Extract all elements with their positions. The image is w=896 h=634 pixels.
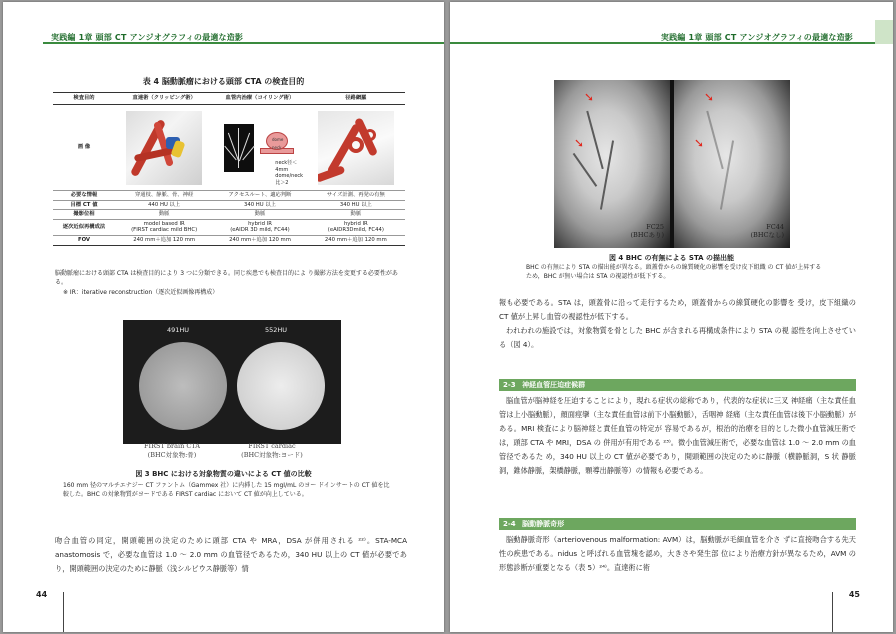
row-header: 必要な情報 bbox=[53, 191, 115, 201]
row-header: FOV bbox=[53, 236, 115, 246]
figure3-caption: 図 3 BHC における対象物質の違いによる CT 値の比較 bbox=[135, 470, 312, 478]
table-cell: model based IR (FIRST cardiac mild BHC) bbox=[115, 219, 213, 235]
table-cell: サイズ計測、再発の有無 bbox=[307, 191, 405, 201]
coiling-image-cell bbox=[213, 105, 306, 191]
follow-up-3d-image bbox=[318, 111, 394, 185]
phantom-disc-left bbox=[139, 342, 227, 430]
figure4-label-left: FC25 (BHCあり) bbox=[630, 223, 664, 240]
section-heading-2-3 bbox=[499, 379, 856, 391]
table-cell: 240 mm＋追加 120 mm bbox=[115, 236, 213, 246]
table-cell: アクセスルート、適応判断 bbox=[213, 191, 306, 201]
table-row bbox=[53, 191, 405, 201]
header-tab bbox=[875, 20, 893, 44]
col-header: 血管内治療（コイリング術） bbox=[213, 93, 306, 105]
section-number: 2-4 bbox=[503, 520, 516, 528]
section-title: 脳動静脈奇形 bbox=[522, 520, 565, 528]
table4 bbox=[53, 92, 405, 246]
right-page bbox=[450, 2, 893, 632]
neck-label: neck bbox=[271, 144, 282, 150]
table-header-row bbox=[53, 93, 405, 105]
right-para-1: 報も必要である。STA は，頭蓋骨に沿って走行するため，頭蓋骨からの線質硬化の影響を 受け，皮下組織の CT 値が上昇し血管の視認性が低下する。 bbox=[499, 298, 856, 322]
running-header-right-text: 実践編 1章 頭部 CT アンジオグラフィの最適な造影 bbox=[660, 33, 853, 42]
coil-criteria-note: neck径＜4mm dome/neck比＞2 bbox=[275, 160, 304, 186]
col-header: 検査目的 bbox=[53, 93, 115, 105]
table-cell: 穿通枝、静脈、骨、神経 bbox=[115, 191, 213, 201]
table-cell: 240 mm＋追加 120 mm bbox=[307, 236, 405, 246]
section-title: 神経血管圧迫症候群 bbox=[522, 381, 586, 389]
follow-up-image-cell bbox=[307, 105, 405, 191]
table-row bbox=[53, 210, 405, 220]
arrow-icon: ➘ bbox=[574, 136, 585, 150]
figure3-label-right: FIRST cardiac (BHC対象物:ヨード) bbox=[241, 442, 303, 460]
figure3-note: 160 mm 径のマルチエナジー CT ファントム（Gammex 社）に内挿した 15 mgI/mL のヨー ドインサートの CT 値を比較した。BHC の対象物質がヨードである FIRST cardiac において CT 値が向上している。 bbox=[63, 482, 390, 498]
table-cell: 440 HU 以上 bbox=[115, 200, 213, 210]
col-header: 直達術（クリッピング術） bbox=[115, 93, 213, 105]
table-row-images bbox=[53, 105, 405, 191]
angiography-image bbox=[224, 124, 254, 172]
phantom-disc-right bbox=[237, 342, 325, 430]
dome-label: dome bbox=[271, 136, 284, 142]
arrow-icon: ➘ bbox=[694, 136, 705, 150]
table-row bbox=[53, 219, 405, 235]
page-edge-rule bbox=[63, 592, 64, 632]
row-header: 撮影位相 bbox=[53, 210, 115, 220]
table-cell: 340 HU 以上 bbox=[213, 200, 306, 210]
table-cell: 動脈 bbox=[115, 210, 213, 220]
row-header: 逐次近似再構成法 bbox=[53, 219, 115, 235]
page-number-right: 45 bbox=[848, 590, 860, 599]
page-number-left: 44 bbox=[36, 590, 48, 599]
right-para-3: 脳血管が脳神経を圧迫することにより，現れる症状の総称であり，代表的な症状に三叉 神経痛（主な責任血管は上小脳動脈），顔面痙攣（主な責任血管は前下小脳動脈），舌咽神 経痛（主な責任血管は後下小脳動脈）がある。MRI 検査により脳神経と責任血管の特定が 容易であるが，根治的治療を目的とした微小血管減圧術では，頭部 CTA や MRI，DSA の 併用が有用である ²³⁾。微小血管減圧術で，必要な血管は 1.0 ～ 2.0 mm の血管径であるた め，340 HU 以上の CT 値が必要であり，開頭範囲の決定のために静脈（横静脈洞，S 状 静脈洞，錐体静脈，架橋静脈，顆導出静脈等）の情報も必要である。 bbox=[499, 396, 856, 476]
aneurysm-diagram bbox=[258, 130, 296, 160]
table-cell: 240 mm＋追加 120 mm bbox=[213, 236, 306, 246]
hu-label-right: 552HU bbox=[265, 326, 288, 334]
col-header: 径路網羅 bbox=[307, 93, 405, 105]
row-header: 目標 CT 値 bbox=[53, 200, 115, 210]
arrow-icon: ➘ bbox=[704, 90, 715, 104]
clipping-3d-image bbox=[126, 111, 202, 185]
table-cell: hybrid IR (eAIDR 3D mild, FC44) bbox=[213, 219, 306, 235]
section-number: 2-3 bbox=[503, 381, 516, 389]
running-header-left bbox=[43, 20, 444, 44]
running-header-left-text: 実践編 1章 頭部 CT アンジオグラフィの最適な造影 bbox=[51, 33, 244, 42]
running-header-right bbox=[450, 20, 875, 44]
right-para-2: われわれの施設では，対象物質を骨とした BHC が含まれる再構成条件により STA の視 認性を向上させている（図 4）。 bbox=[499, 326, 856, 350]
arrow-icon: ➘ bbox=[584, 90, 595, 104]
skull-image-left bbox=[554, 80, 670, 248]
table-cell: 動脈 bbox=[213, 210, 306, 220]
clipping-image-cell bbox=[115, 105, 213, 191]
figure3-image bbox=[123, 320, 341, 444]
hu-label-left: 491HU bbox=[167, 326, 190, 334]
row-header: 画 像 bbox=[53, 105, 115, 191]
table-row bbox=[53, 200, 405, 210]
page-edge-rule bbox=[832, 592, 833, 632]
table-cell: hybrid IR (eAIDR3Dmild, FC44) bbox=[307, 219, 405, 235]
left-page bbox=[3, 2, 444, 632]
table-row bbox=[53, 236, 405, 246]
table4-note: 脳動脈瘤における頭部 CTA は検査目的により 3 つに分類できる。同じ疾患でも検査目的によ り撮影方法を変更する必要性がある。 bbox=[55, 270, 398, 286]
section-heading-2-4 bbox=[499, 518, 856, 530]
table-cell: 340 HU 以上 bbox=[307, 200, 405, 210]
table4-footnote: ※ IR：iterative reconstruction（逐次近似画像再構成） bbox=[63, 289, 219, 296]
left-body-text: 吻合血管の同定，開頭範囲の決定のために頭部 CTA や MRA，DSA が併用される ²²⁾。STA-MCA anastomosis で，必要な血管は 1.0 ～ 2.0 mm の血管径であるため，340 HU 以上の CT 値が必要であり，開頭範囲の決定のために静脈（浅シルビウス静脈等）情 bbox=[55, 536, 407, 574]
figure4-image bbox=[554, 80, 790, 248]
skull-image-right bbox=[674, 80, 790, 248]
figure4-caption: 図 4 BHC の有無による STA の描出能 bbox=[608, 254, 735, 262]
figure4-note: BHC の有無により STA の描出能が異なる。頭蓋骨からの線質硬化の影響を受け皮下組織 の CT 値が上昇するため，BHC が無い場合は STA の視認性が低下する。 bbox=[526, 264, 822, 280]
table-cell: 動脈 bbox=[307, 210, 405, 220]
figure4-label-right: FC44 (BHCなし) bbox=[750, 223, 784, 240]
table4-caption: 表 4 脳動脈瘤における頭部 CTA の検査目的 bbox=[142, 77, 305, 86]
figure3-label-left: FIRST brain CTA (BHC対象物:骨) bbox=[144, 442, 200, 460]
right-para-4: 脳動静脈奇形（arteriovenous malformation: AVM）は，脳動脈が毛細血管を介さ ずに直接吻合する先天性の疾患である。nidus と呼ばれる血管塊を認め，大きさや発生部 位により治療方針が異なるため，AVM の形態診断が重要となる（表 5）²⁴⁾。直達術に術 bbox=[499, 535, 856, 573]
